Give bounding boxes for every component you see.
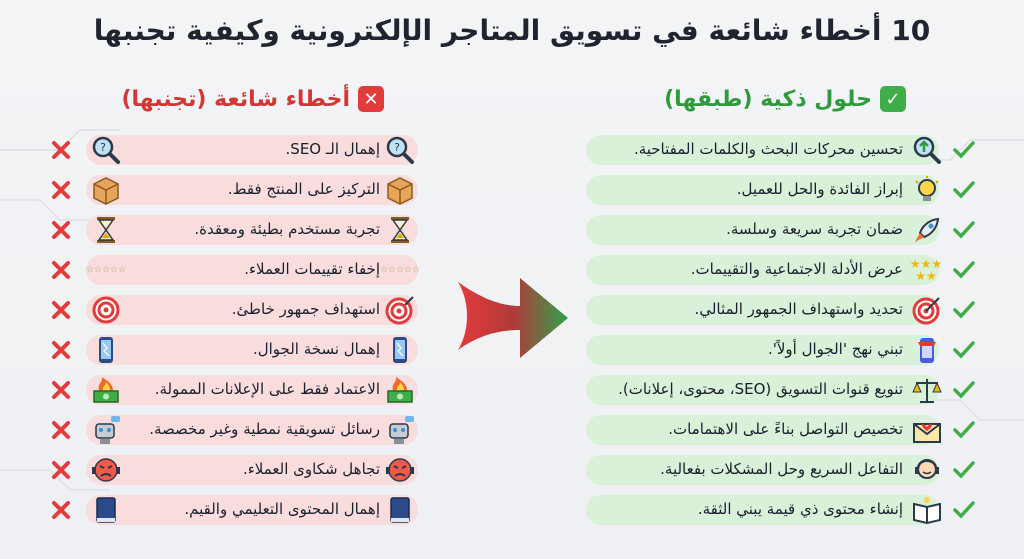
list-item [48,134,440,166]
check-icon [949,337,979,363]
svg-text:?: ? [100,141,106,154]
store-phone-icon [911,334,943,366]
list-item [584,294,979,326]
list-item [48,454,440,486]
solutions-heading-text: حلول ذكية (طبقها) [664,86,872,112]
cross-icon [48,257,74,283]
cross-icon [48,457,74,483]
magnifier-icon [90,134,122,166]
target-icon [911,294,943,326]
list-item-text: إنشاء محتوى ذي قيمة يبني الثقة. [697,500,903,518]
list-item-text: إبراز الفائدة والحل للعميل. [736,180,903,198]
robot-icon [384,414,416,446]
list-item [584,414,979,446]
list-item-text: رسائل تسويقية نمطية وغير مخصصة. [149,420,380,438]
list-item-text: تحديد واستهداف الجمهور المثالي. [694,300,903,318]
box-icon [90,174,122,206]
list-item-text: تجاهل شكاوى العملاء. [242,460,380,478]
closed-book-icon [384,494,416,526]
list-item [584,494,979,526]
broken-phone-icon [384,334,416,366]
check-icon [949,257,979,283]
list-item-text: الاعتماد فقط على الإعلانات الممولة. [154,380,380,398]
list-item-text: عرض الأدلة الاجتماعية والتقييمات. [690,260,903,278]
broken-phone-icon [90,334,122,366]
empty-stars-icon: ☆☆☆☆☆ [379,265,421,275]
check-icon [949,297,979,323]
list-item-text: إخفاء تقييمات العملاء. [244,260,380,278]
cross-icon [48,217,74,243]
cross-icon [48,137,74,163]
svg-text:?: ? [394,141,400,154]
rocket-icon [911,214,943,246]
balance-scale-icon [911,374,943,406]
closed-book-icon [90,494,122,526]
list-item-text: التفاعل السريع وحل المشكلات بفعالية. [660,460,903,478]
list-item [48,174,440,206]
list-item-text: استهداف جمهور خاطئ. [231,300,380,318]
empty-stars-icon: ☆☆☆☆☆ [85,265,127,275]
check-box-icon: ✓ [880,86,906,112]
check-icon [949,177,979,203]
solutions-list [584,134,979,534]
support-agent-icon [911,454,943,486]
box-icon [384,174,416,206]
list-item [584,214,979,246]
list-item-text: تبني نهج 'الجوال أولاً'. [767,340,903,358]
robot-icon [90,414,122,446]
list-item-text: إهمال المحتوى التعليمي والقيم. [184,500,380,518]
hourglass-icon [384,214,416,246]
mistakes-heading [121,86,384,112]
check-icon [949,377,979,403]
list-item [584,334,979,366]
list-item-text: ضمان تجربة سريعة وسلسة. [726,220,903,238]
list-item [584,174,979,206]
list-item [48,494,440,526]
list-item [584,134,979,166]
burning-money-icon [90,374,122,406]
check-icon [949,217,979,243]
hourglass-icon [90,214,122,246]
check-icon [949,137,979,163]
cross-icon [48,297,74,323]
list-item-text: التركيز على المنتج فقط. [227,180,380,198]
page-title: 10 أخطاء شائعة في تسويق المتاجر الإلكترونية وكيفية تجنبها [93,14,931,47]
list-item-text: إهمال نسخة الجوال. [252,340,380,358]
list-item [584,454,979,486]
mistakes-list [48,134,440,534]
open-book-icon [911,494,943,526]
target-miss-icon [90,294,122,326]
check-icon [949,457,979,483]
list-item-text: تنويع قنوات التسويق (SEO، محتوى، إعلانات). [618,380,903,398]
stars-icon: ★★★ ★★ [909,257,943,283]
cross-icon [48,417,74,443]
list-item [48,214,440,246]
check-icon [949,497,979,523]
list-item [48,334,440,366]
heart-mail-icon [911,414,943,446]
list-item [48,414,440,446]
seo-magnifier-icon [911,134,943,166]
check-icon [949,417,979,443]
solutions-heading [664,86,906,112]
list-item-text: إهمال الـ SEO. [285,140,380,158]
angry-agent-icon [90,454,122,486]
cross-icon [48,177,74,203]
list-item [48,254,440,286]
list-item-text: تحسين محركات البحث والكلمات المفتاحية. [633,140,903,158]
mistakes-heading-text: أخطاء شائعة (تجنبها) [121,86,350,112]
cross-box-icon: ✕ [358,86,384,112]
cross-icon [48,497,74,523]
arrow-icon [456,272,570,364]
cross-icon [48,377,74,403]
magnifier-icon [384,134,416,166]
burning-money-icon [384,374,416,406]
angry-agent-icon [384,454,416,486]
target-miss-icon [384,294,416,326]
list-item-text: تجربة مستخدم بطيئة ومعقدة. [194,220,380,238]
list-item [48,294,440,326]
list-item-text: تخصيص التواصل بناءً على الاهتمامات. [668,420,903,438]
cross-icon [48,337,74,363]
list-item [48,374,440,406]
list-item [584,254,979,286]
list-item [584,374,979,406]
lightbulb-icon [911,174,943,206]
